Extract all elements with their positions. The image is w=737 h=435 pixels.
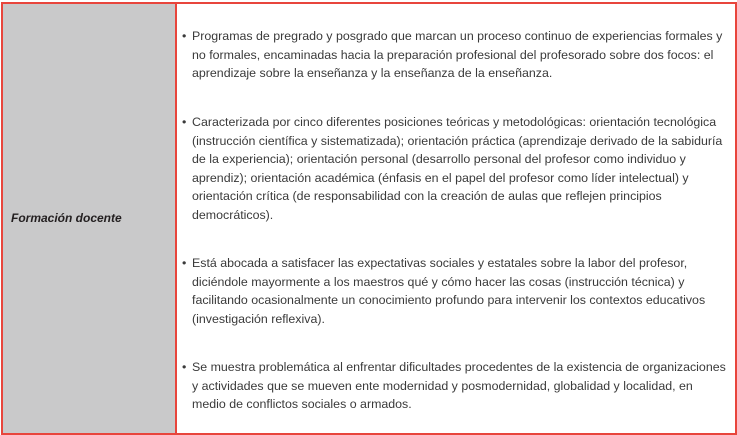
row-label: Formación docente bbox=[11, 211, 122, 225]
bullet-icon: • bbox=[182, 360, 187, 374]
list-item-text: Programas de pregrado y posgrado que marcan un proceso continuo de experiencias formales y no formales, encaminadas hacia la preparación profesional del profesorado sobre dos focos: el aprendizaje sobre la enseñanza y la enseñanza de la enseñanza. bbox=[192, 29, 723, 80]
list-item bbox=[182, 358, 729, 414]
table-row bbox=[1, 2, 737, 435]
bullet-icon: • bbox=[182, 256, 187, 270]
list-item bbox=[182, 27, 729, 83]
row-content-cell bbox=[177, 4, 735, 433]
list-item bbox=[182, 254, 729, 328]
list-item-text: Caracterizada por cinco diferentes posiciones teóricas y metodológicas: orientación tecnológica (instrucción científica y sistematizada); orientación práctica (aprendizaje derivado de la sabiduría de la experiencia); orientación personal (desarrollo personal del profesor como individuo y aprendiz); orientación académica (énfasis en el papel del profesor como líder intelectual) y orientación crítica (de responsabilidad con la creación de aulas que reflejen principios democráticos). bbox=[192, 115, 723, 222]
list-item-text: Se muestra problemática al enfrentar dificultades procedentes de la existencia de organizaciones y actividades que se mueven ente modernidad y posmodernidad, globalidad y localidad, en medio de conflictos sociales o armados. bbox=[192, 360, 726, 411]
list-item bbox=[182, 113, 729, 224]
row-header-cell bbox=[3, 4, 177, 433]
bullet-icon: • bbox=[182, 29, 187, 43]
bullet-icon: • bbox=[182, 115, 187, 129]
list-item-text: Está abocada a satisfacer las expectativas sociales y estatales sobre la labor del profesor, diciéndole mayormente a los maestros qué y cómo hacer las cosas (instrucción técnica) y facilitando ocasionalmente un conocimiento profundo para intervenir los contextos educativos (investigación reflexiva). bbox=[192, 256, 706, 326]
